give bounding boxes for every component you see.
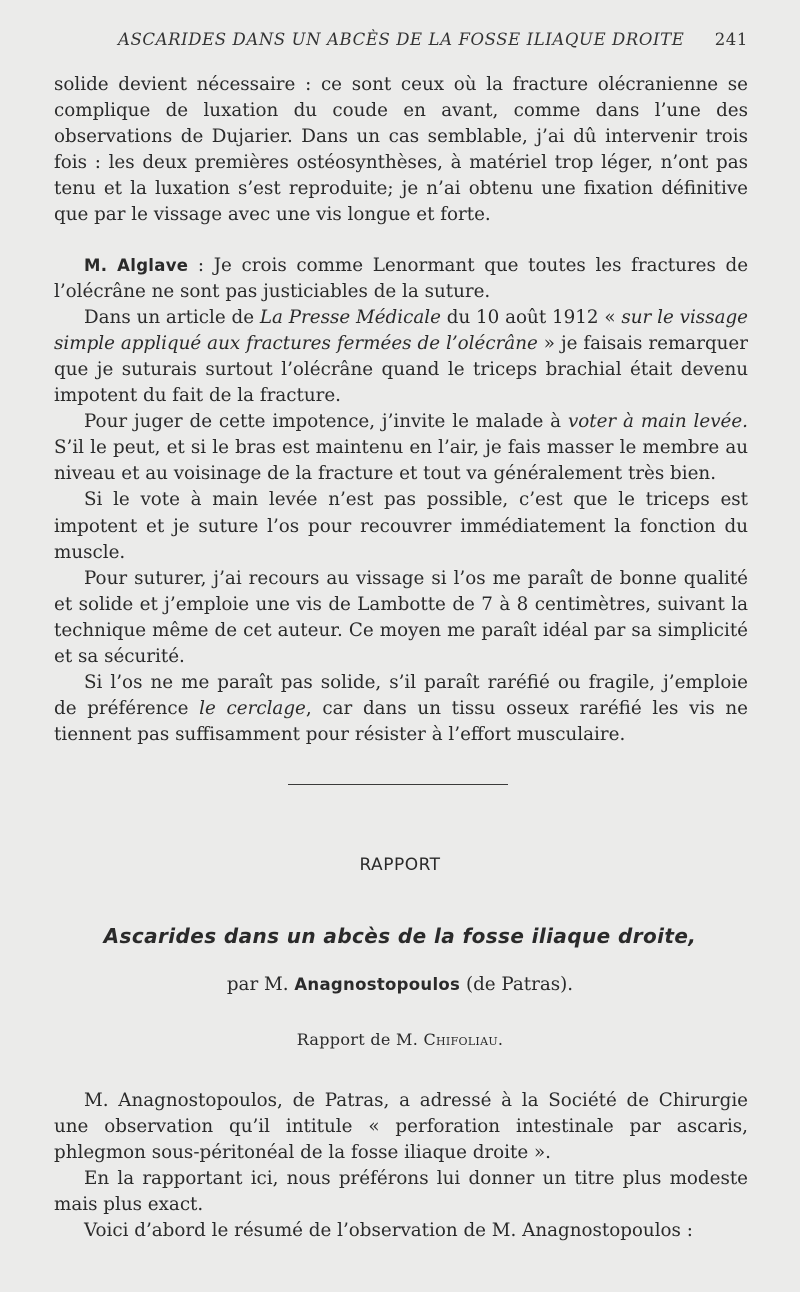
speaker-name: M. Alglave [84,255,189,275]
report-line: Rapport de M. Chifoliau. [296,1030,504,1049]
paragraph-8: M. Anagnostopoulos, de Patras, a adressé à la Société de Chirurgie une observation qu’il intitule « perforation intestinale par ascaris, phlegmon sous-péritonéal de la fosse iliaque droite ». [54,1090,748,1164]
report-author: Chifoliau. [423,1030,504,1049]
body-text [54,72,748,748]
article-title-ref: sur le vissage simple appliqué aux fractures fermées de l’olécrâne [54,306,748,354]
section-divider [288,784,508,785]
section-label: RAPPORT [359,855,441,875]
page-number: 241 [714,30,748,49]
paragraph-6: Pour suturer, j’ai recours au vissage si l’os me paraît de bonne qualité et solide et j’emploie une vis de Lambotte de 7 à 8 centimètres, suivant la technique même de cet auteur. Ce moyen me paraît idéal par sa simplicité et sa sécurité. [54,567,748,667]
body-text-2 [54,1088,748,1245]
paragraph-5: Si le vote à main levée n’est pas possible, c’est que le triceps est impotent et je suture l’os pour recouvrer immédiatement la fonction du muscle. [54,489,748,563]
paragraph-9: En la rapportant ici, nous préférons lui donner un titre plus modeste mais plus exact. [54,1168,748,1216]
byline: par M. Anagnostopoulos (de Patras). [226,974,574,995]
paragraph-3: Dans un article de La Presse Médicale du 10 août 1912 « sur le vissage simple appliqué aux fractures fermées de l’olécrâne » je faisais remarquer que je suturais surtout l’olécrâne quand le triceps brachial était devenu impotent du fait de la fracture. [54,306,748,407]
article-title: Ascarides dans un abcès de la fosse iliaque droite, [103,924,697,948]
byline-author: Anagnostopoulos [294,975,461,994]
paragraph-2 [54,253,748,305]
paragraph-2-text: : Je crois comme Lenormant que toutes les fractures de l’olécrâne ne sont pas justiciables de la suture. [54,254,749,302]
paragraph-1: solide devient nécessaire : ce sont ceux où la fracture olécranienne se complique de luxation du coude en avant, comme dans l’une des observations de Dujarier. Dans un cas semblable, j’ai dû intervenir trois fois : les deux premières ostéosynthèses, à matériel trop léger, n’ont pas tenu et la luxation s’est reproduite; je n’ai obtenu une fixation définitive que par le vissage avec une vis longue et forte. [54,74,748,226]
journal-title: La Presse Médicale [259,306,441,328]
paragraph-4: Pour juger de cette impotence, j’invite le malade à voter à main levée. S’il le peut, et si le bras est maintenu en l’air, je fais masser le membre au niveau et au voisinage de la fracture et tout va généralement très bien. [54,411,748,485]
paragraph-10: Voici d’abord le résumé de l’observation de M. Anagnostopoulos : [84,1220,693,1242]
running-title: ASCARIDES DANS UN ABCÈS DE LA FOSSE ILIAQUE DROITE [118,30,685,49]
paragraph-7: Si l’os ne me paraît pas solide, s’il paraît raréfié ou fragile, j’emploie de préférence le cerclage, car dans un tissu osseux raréfié les vis ne tiennent pas suffisamment pour résister à l’effort musculaire. [54,672,748,746]
